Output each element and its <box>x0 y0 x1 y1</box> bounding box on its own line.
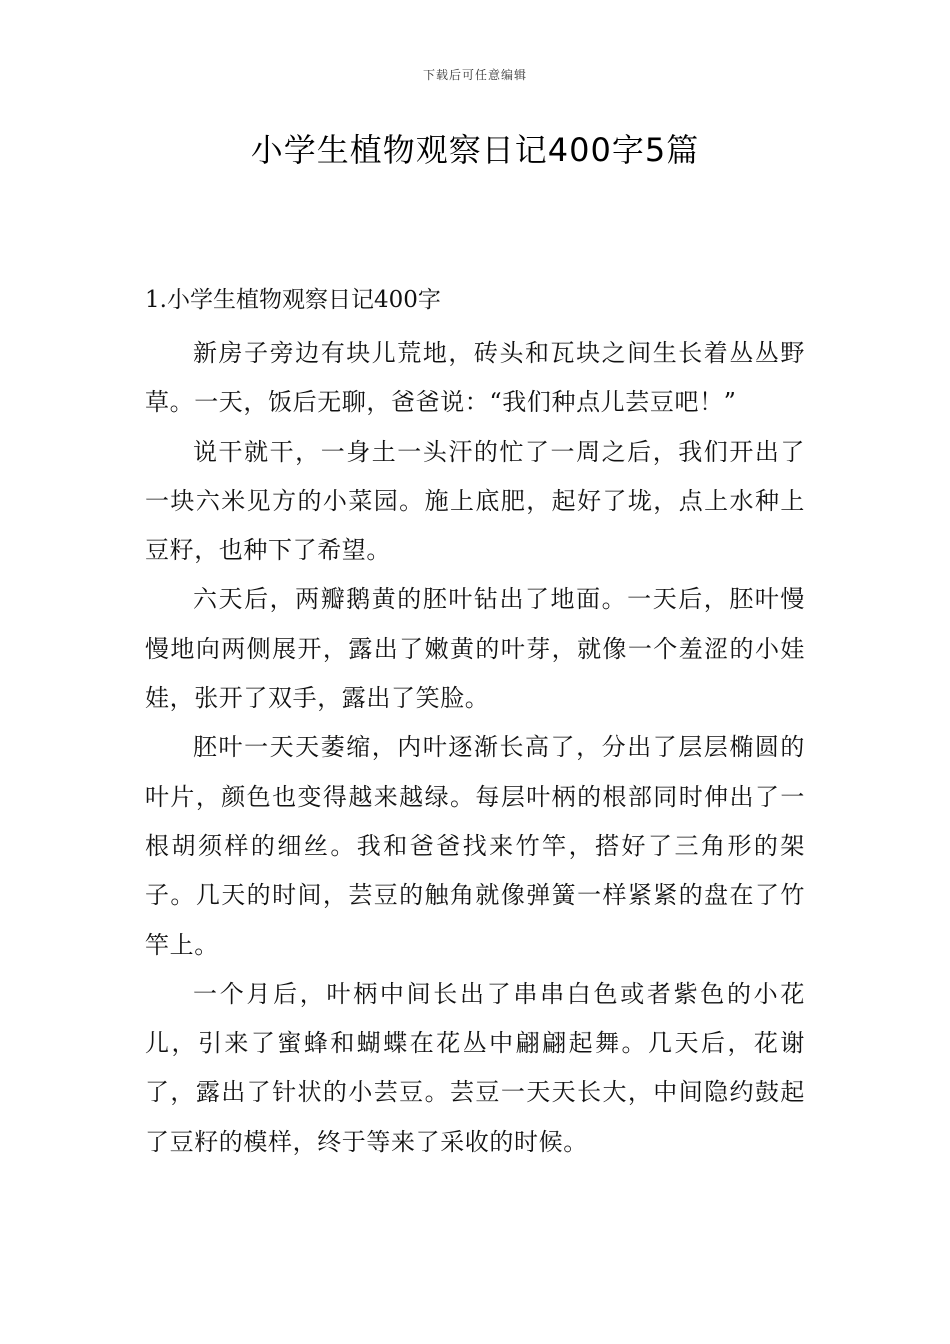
paragraph: 新房子旁边有块儿荒地，砖头和瓦块之间生长着丛丛野草。一天，饭后无聊，爸爸说：“我们种点儿芸豆吧！” <box>145 339 805 417</box>
article-body <box>145 329 805 1167</box>
header-note: 下载后可任意编辑 <box>422 68 527 82</box>
paragraph: 胚叶一天天萎缩，内叶逐渐长高了，分出了层层椭圆的叶片，颜色也变得越来越绿。每层叶柄的根部同时伸出了一根胡须样的细丝。我和爸爸找来竹竿，搭好了三角形的架子。几天的时间，芸豆的触角就像弹簧一样紧紧的盘在了竹竿上。 <box>145 733 805 959</box>
paragraph: 六天后，两瓣鹅黄的胚叶钻出了地面。一天后，胚叶慢慢地向两侧展开，露出了嫩黄的叶芽，就像一个羞涩的小娃娃，张开了双手，露出了笑脸。 <box>145 585 805 713</box>
page-title: 小学生植物观察日记400字5篇 <box>250 131 700 169</box>
paragraph: 说干就干，一身土一头汗的忙了一周之后，我们开出了一块六米见方的小菜园。施上底肥，起好了垅，点上水种上豆籽，也种下了希望。 <box>145 437 805 565</box>
section-heading: 1.小学生植物观察日记400字 <box>145 287 441 313</box>
paragraph: 一个月后，叶柄中间长出了串串白色或者紫色的小花儿，引来了蜜蜂和蝴蝶在花丛中翩翩起舞。几天后，花谢了，露出了针状的小芸豆。芸豆一天天长大，中间隐约鼓起了豆籽的模样，终于等来了采收的时候。 <box>145 979 805 1156</box>
